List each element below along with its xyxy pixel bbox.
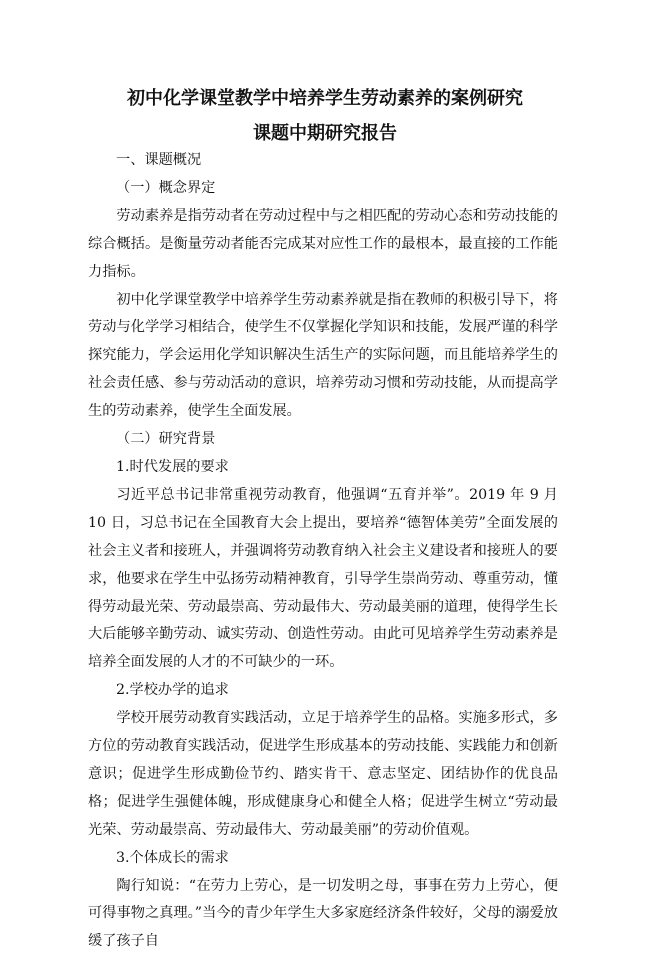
topic-heading: 1.时代发展的要求 bbox=[116, 458, 229, 475]
topic-heading: 2.学校办学的追求 bbox=[116, 682, 229, 699]
body-paragraph: 劳动素养是指劳动者在劳动过程中与之相匹配的劳动心态和劳动技能的综合概括。是衡量劳动者能否完成某对应性工作的最根本，最直接的工作能力指标。 bbox=[88, 207, 558, 280]
document-title: 初中化学课堂教学中培养学生劳动素养的案例研究 bbox=[127, 88, 523, 109]
body-paragraph: 陶行知说：“在劳力上劳心，是一切发明之母，事事在劳力上劳心，便可得事物之真理。”当今的青少年学生大多家庭经济条件较好，父母的溺爱放缓了孩子自 bbox=[88, 877, 558, 950]
document-body bbox=[88, 147, 563, 956]
subsection-heading: （一）概念界定 bbox=[116, 179, 216, 196]
body-paragraph: 初中化学课堂教学中培养学生劳动素养就是指在教师的积极引导下，将劳动与化学学习相结合，使学生不仅掌握化学知识和技能，发展严谨的科学探究能力，学会运用化学知识解决生活生产的实际问题，而且能培养学生的社会责任感、参与劳动活动的意识，培养劳动习惯和劳动技能，从而提高学生的劳动素养，使学生全面发展。 bbox=[88, 291, 558, 420]
subsection-heading: （二）研究背景 bbox=[116, 431, 216, 448]
section-heading: 一、课题概况 bbox=[116, 152, 202, 168]
body-paragraph: 习近平总书记非常重视劳动教育，他强调“五育并举”。2019 年 9 月 10 日，习总书记在全国教育大会上提出，要培养“德智体美劳”全面发展的社会主义者和接班人，并强调将劳动教育纳入社会主义建设者和接班人的要求，他要求在学生中弘扬劳动精神教育，引导学生崇尚劳动、尊重劳动，懂得劳动最光荣、劳动最崇高、劳动最伟大、劳动最美丽的道理，使得学生长大后能够辛勤劳动、诚实劳动、创造性劳动。由此可见培养学生劳动素养是培养全面发展的人才的不可缺少的一环。 bbox=[88, 486, 563, 671]
body-paragraph: 学校开展劳动教育实践活动，立足于培养学生的品格。实施多形式，多方位的劳动教育实践活动，促进学生形成基本的劳动技能、实践能力和创新意识；促进学生形成勤俭节约、踏实肯干、意志坚定、团结协作的优良品格；促进学生强健体魄，形成健康身心和健全人格；促进学生树立“劳动最光荣、劳动最崇高、劳动最伟大、劳动最美丽”的劳动价值观。 bbox=[88, 710, 558, 838]
topic-heading: 3.个体成长的需求 bbox=[116, 849, 229, 866]
document-subtitle: 课题中期研究报告 bbox=[253, 123, 397, 144]
